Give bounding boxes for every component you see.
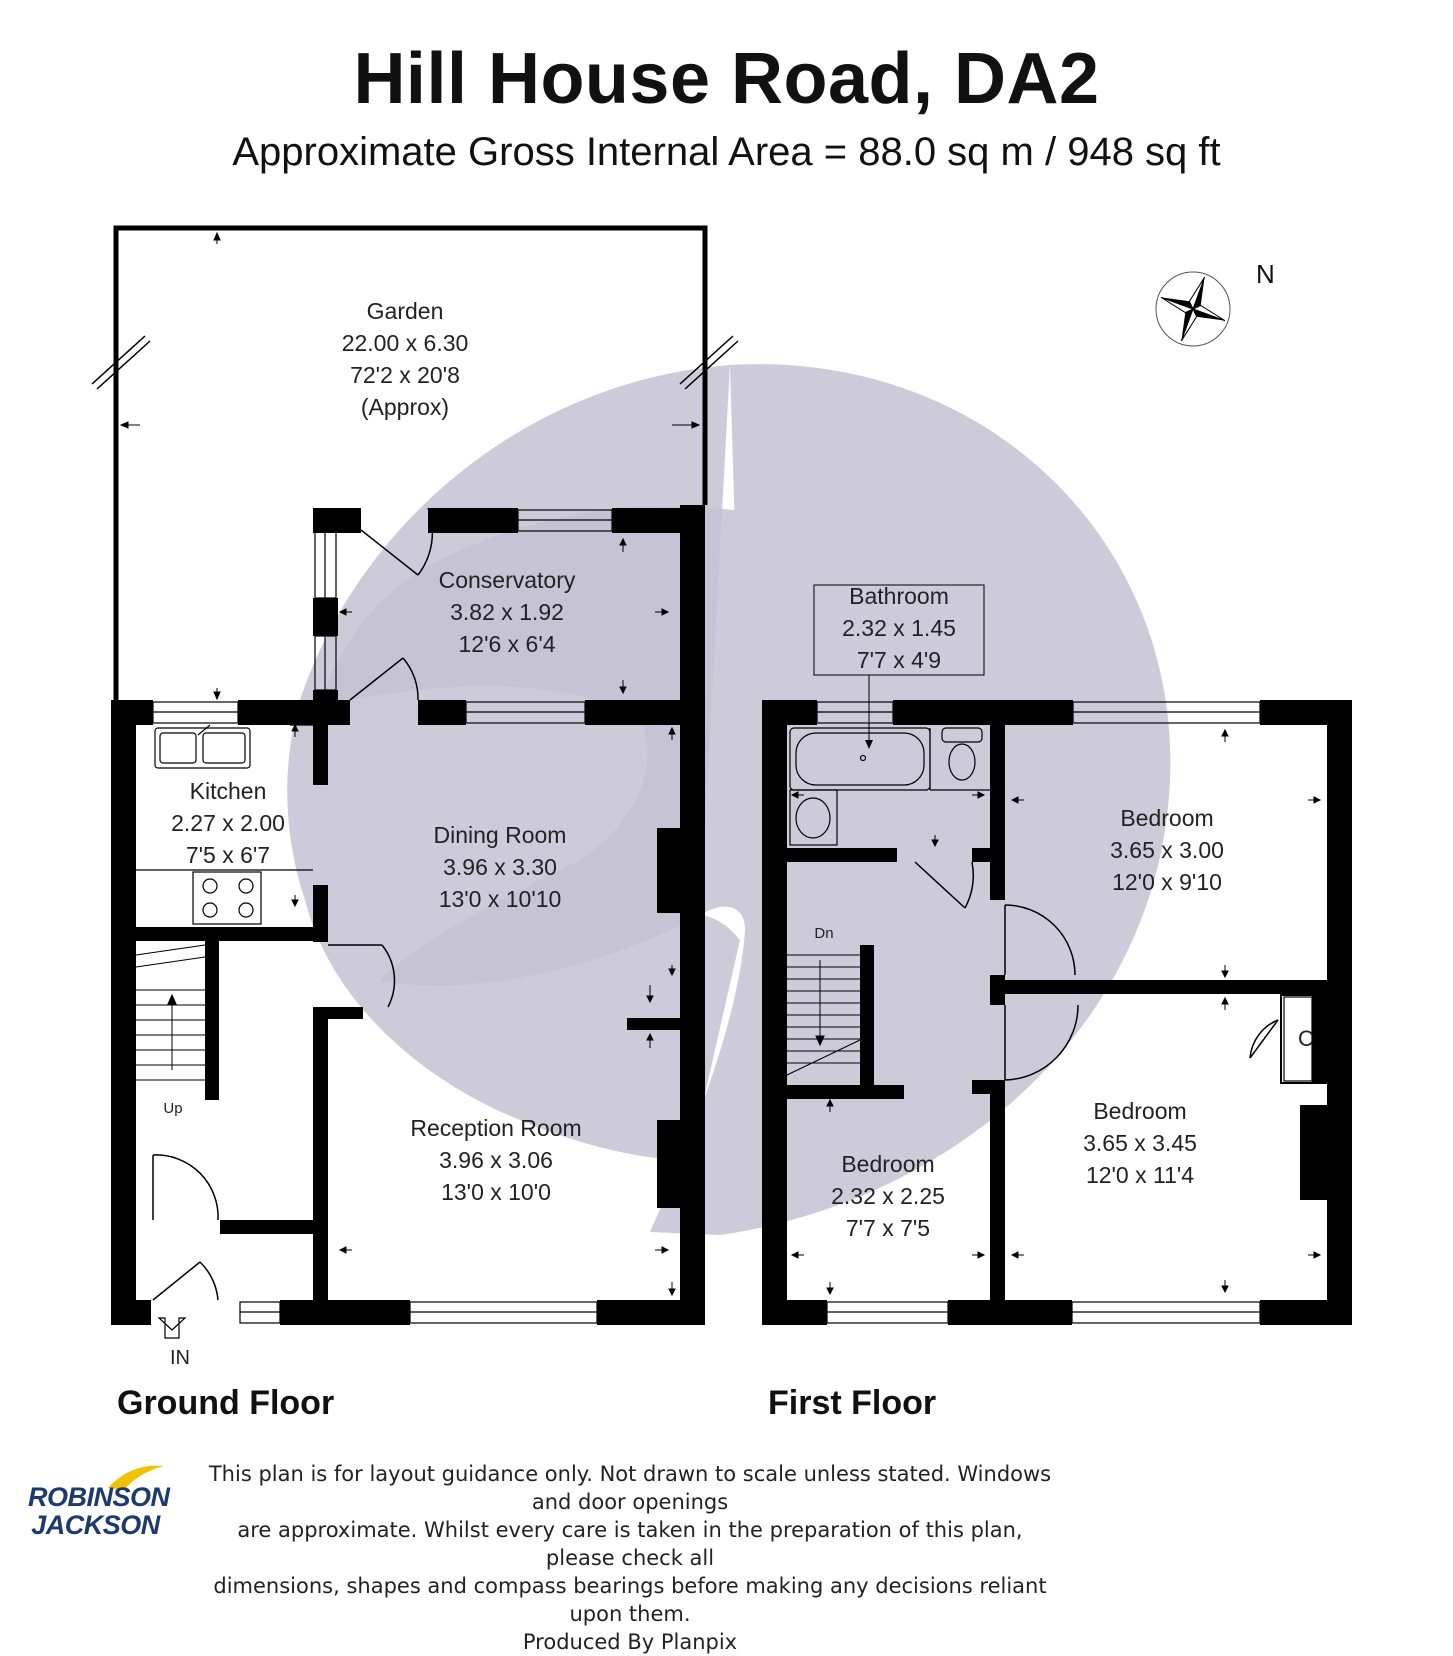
kitchen-label: Kitchen bbox=[189, 778, 267, 804]
conservatory-imperial: 12'6 x 6'4 bbox=[458, 631, 556, 657]
stairs-up-label: Up bbox=[163, 1100, 183, 1117]
dining-room-metric: 3.96 x 3.30 bbox=[443, 854, 557, 880]
cupboard-label: C bbox=[1298, 1026, 1314, 1051]
bathroom-metric: 2.32 x 1.45 bbox=[842, 615, 956, 641]
stairs-down-label: Dn bbox=[814, 925, 834, 942]
bedroom-1-label: Bedroom bbox=[1120, 805, 1214, 831]
bedroom-2-metric: 3.65 x 3.45 bbox=[1083, 1130, 1197, 1156]
compass-north-label: N bbox=[1256, 259, 1275, 289]
disclaimer-line-3: dimensions, shapes and compass bearings before making any decisions reliant upon them. bbox=[213, 1574, 1047, 1626]
bedroom-3-imperial: 7'7 x 7'5 bbox=[845, 1215, 931, 1241]
disclaimer-text bbox=[200, 1460, 1060, 1656]
disclaimer-line-2: are approximate. Whilst every care is taken in the preparation of this plan, please check all bbox=[237, 1518, 1023, 1570]
kitchen-metric: 2.27 x 2.00 bbox=[171, 810, 285, 836]
agency-logo bbox=[28, 1470, 170, 1548]
garden-note: (Approx) bbox=[360, 394, 450, 420]
watermark-logo bbox=[287, 364, 1170, 1235]
garden-metric: 22.00 x 6.30 bbox=[341, 330, 469, 356]
garden-imperial: 72'2 x 20'8 bbox=[350, 362, 460, 388]
bedroom-1-metric: 3.65 x 3.00 bbox=[1110, 837, 1224, 863]
bathroom-imperial: 7'7 x 4'9 bbox=[856, 647, 942, 673]
first-floor-label: First Floor bbox=[768, 1384, 937, 1422]
logo-line-2: JACKSON bbox=[31, 1510, 160, 1540]
bedroom-2-label: Bedroom bbox=[1093, 1098, 1187, 1124]
logo-line-1: ROBINSON bbox=[28, 1482, 170, 1512]
bedroom-3-label: Bedroom bbox=[841, 1151, 935, 1177]
compass-icon bbox=[1149, 265, 1236, 352]
entrance-label: IN bbox=[170, 1347, 190, 1369]
garden-label: Garden bbox=[366, 298, 444, 324]
dining-room-label: Dining Room bbox=[433, 822, 567, 848]
area-subtitle: Approximate Gross Internal Area = 88.0 sq m / 948 sq ft bbox=[232, 130, 1221, 174]
bedroom-1-imperial: 12'0 x 9'10 bbox=[1112, 869, 1222, 895]
page-title: Hill House Road, DA2 bbox=[353, 39, 1100, 119]
bathroom-label: Bathroom bbox=[849, 583, 949, 609]
ground-floor-label: Ground Floor bbox=[117, 1384, 335, 1422]
bedroom-2-imperial: 12'0 x 11'4 bbox=[1085, 1162, 1195, 1188]
reception-room-metric: 3.96 x 3.06 bbox=[439, 1147, 553, 1173]
reception-room-imperial: 13'0 x 10'0 bbox=[441, 1179, 551, 1205]
bedroom-3-metric: 2.32 x 2.25 bbox=[831, 1183, 945, 1209]
disclaimer-line-4: Produced By Planpix bbox=[522, 1630, 738, 1654]
dining-room-imperial: 13'0 x 10'10 bbox=[438, 886, 562, 912]
conservatory-label: Conservatory bbox=[438, 567, 576, 593]
kitchen-imperial: 7'5 x 6'7 bbox=[185, 842, 271, 868]
conservatory-metric: 3.82 x 1.92 bbox=[450, 599, 564, 625]
reception-room-label: Reception Room bbox=[410, 1115, 582, 1141]
disclaimer-line-1: This plan is for layout guidance only. Not drawn to scale unless stated. Windows and door openings bbox=[208, 1462, 1052, 1514]
